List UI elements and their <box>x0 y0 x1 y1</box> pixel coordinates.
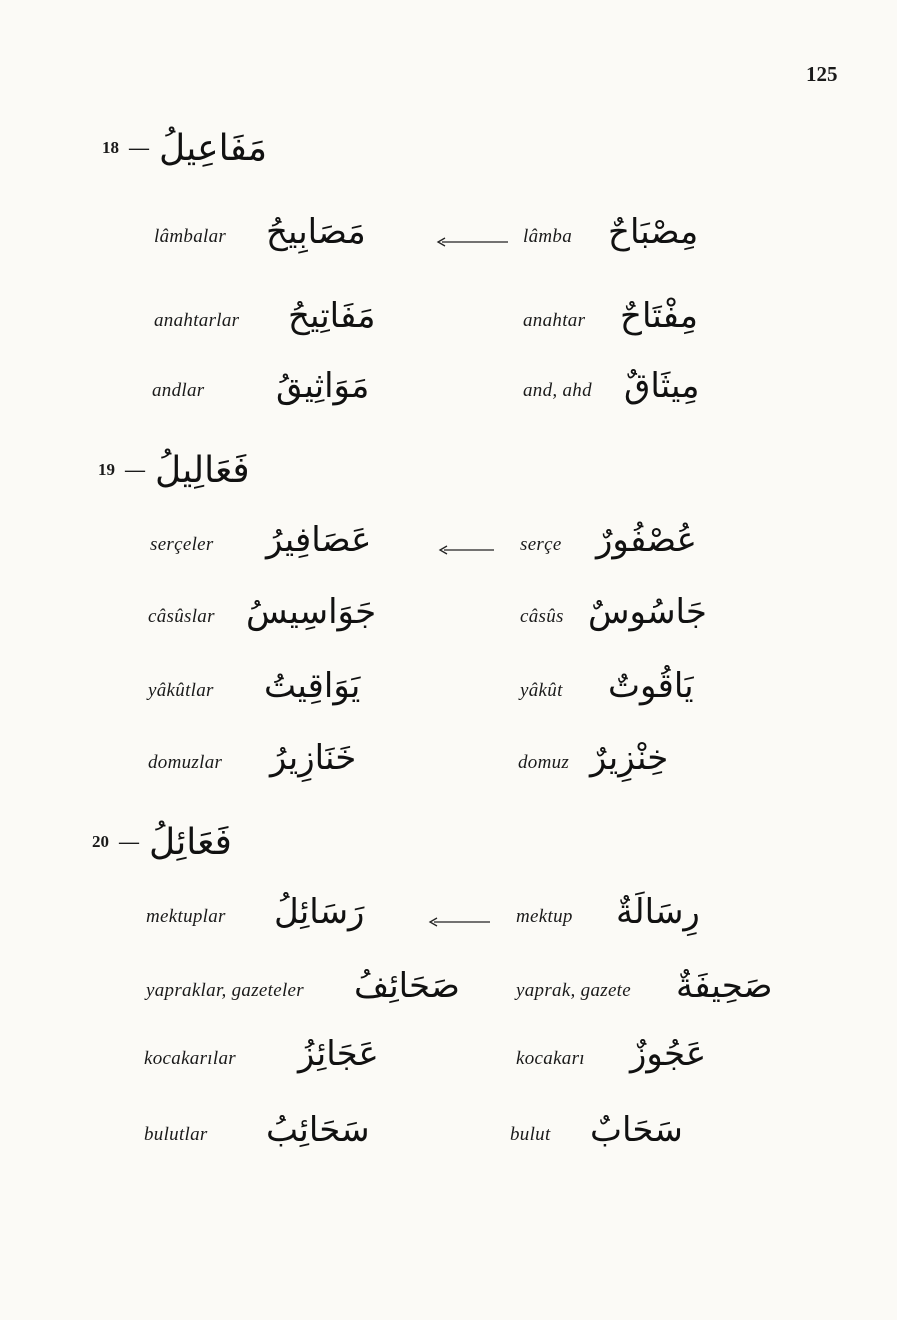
plural-label: lâmbalar <box>154 226 227 247</box>
singular-arabic: سَحَابٌ <box>590 1110 683 1150</box>
plural-arabic: خَنَازِيرُ <box>270 738 357 778</box>
plural-label: kocakarılar <box>144 1048 236 1069</box>
singular-label: and, ahd <box>523 380 592 401</box>
singular-label: domuz <box>518 752 570 773</box>
plural-arabic: رَسَائِلُ <box>274 892 365 932</box>
plural-arabic: مَوَاثِيقُ <box>276 366 370 406</box>
singular-arabic: عَجُوزٌ <box>630 1034 707 1074</box>
singular-arabic: صَحِيفَةٌ <box>676 966 773 1006</box>
page-number: 125 <box>806 62 838 86</box>
entry-row <box>0 886 897 946</box>
section-number: 19 <box>98 460 115 479</box>
plural-arabic: عَصَافِيرُ <box>266 520 372 560</box>
plural-arabic: صَحَائِفُ <box>354 966 460 1006</box>
entry-row <box>0 206 897 266</box>
plural-arabic: مَصَابِيحُ <box>266 212 366 252</box>
entry-row <box>0 360 897 420</box>
plural-arabic: يَوَاقِيتُ <box>264 666 361 706</box>
plural-arabic: سَحَائِبُ <box>266 1110 370 1150</box>
singular-label: mektup <box>516 906 573 927</box>
singular-arabic: رِسَالَةٌ <box>616 892 700 932</box>
plural-label: câsûslar <box>148 606 215 627</box>
entry-row <box>0 290 897 350</box>
entry-row <box>0 514 897 574</box>
section-heading-19 <box>98 446 250 494</box>
entry-row <box>0 586 897 646</box>
left-arrow-icon <box>436 236 508 248</box>
section-pattern: مَفَاعِيلُ <box>159 127 268 169</box>
entry-row <box>0 960 897 1020</box>
plural-arabic: جَوَاسِيسُ <box>246 592 377 632</box>
singular-arabic: عُصْفُورٌ <box>596 520 697 560</box>
plural-label: yâkûtlar <box>148 680 214 701</box>
singular-label: yâkût <box>520 680 563 701</box>
singular-arabic: يَاقُوتٌ <box>608 666 694 706</box>
singular-label: yaprak, gazete <box>516 980 631 1001</box>
plural-label: yapraklar, gazeteler <box>146 980 304 1001</box>
entry-row <box>0 1028 897 1088</box>
singular-label: kocakarı <box>516 1048 585 1069</box>
left-arrow-icon <box>438 544 510 556</box>
plural-label: serçeler <box>150 534 214 555</box>
section-pattern: فَعَالِيلُ <box>155 449 250 491</box>
section-heading-20 <box>92 818 232 866</box>
section-pattern: فَعَائِلُ <box>149 821 232 863</box>
plural-label: bulutlar <box>144 1124 208 1145</box>
entry-row <box>0 732 897 792</box>
plural-label: domuzlar <box>148 752 223 773</box>
singular-arabic: جَاسُوسٌ <box>588 592 707 632</box>
section-number: 20 <box>92 832 109 851</box>
singular-arabic: مِفْتَاحٌ <box>620 296 698 336</box>
section-dash: — <box>125 458 145 481</box>
singular-arabic: خِنْزِيرٌ <box>590 738 669 778</box>
plural-label: anahtarlar <box>154 310 240 331</box>
left-arrow-icon <box>428 916 500 928</box>
singular-label: anahtar <box>523 310 586 331</box>
section-dash: — <box>119 830 139 853</box>
singular-label: serçe <box>520 534 562 555</box>
singular-arabic: مِصْبَاحٌ <box>608 212 699 252</box>
plural-arabic: مَفَاتِيحُ <box>288 296 376 336</box>
singular-arabic: مِيثَاقٌ <box>624 366 700 406</box>
plural-label: andlar <box>152 380 205 401</box>
section-dash: — <box>129 136 149 159</box>
entry-row <box>0 660 897 720</box>
plural-label: mektuplar <box>146 906 226 927</box>
entry-row <box>0 1104 897 1164</box>
singular-label: bulut <box>510 1124 551 1145</box>
section-number: 18 <box>102 138 119 157</box>
singular-label: lâmba <box>523 226 572 247</box>
singular-label: câsûs <box>520 606 564 627</box>
section-heading-18 <box>102 124 267 172</box>
plural-arabic: عَجَائِزُ <box>298 1034 379 1074</box>
